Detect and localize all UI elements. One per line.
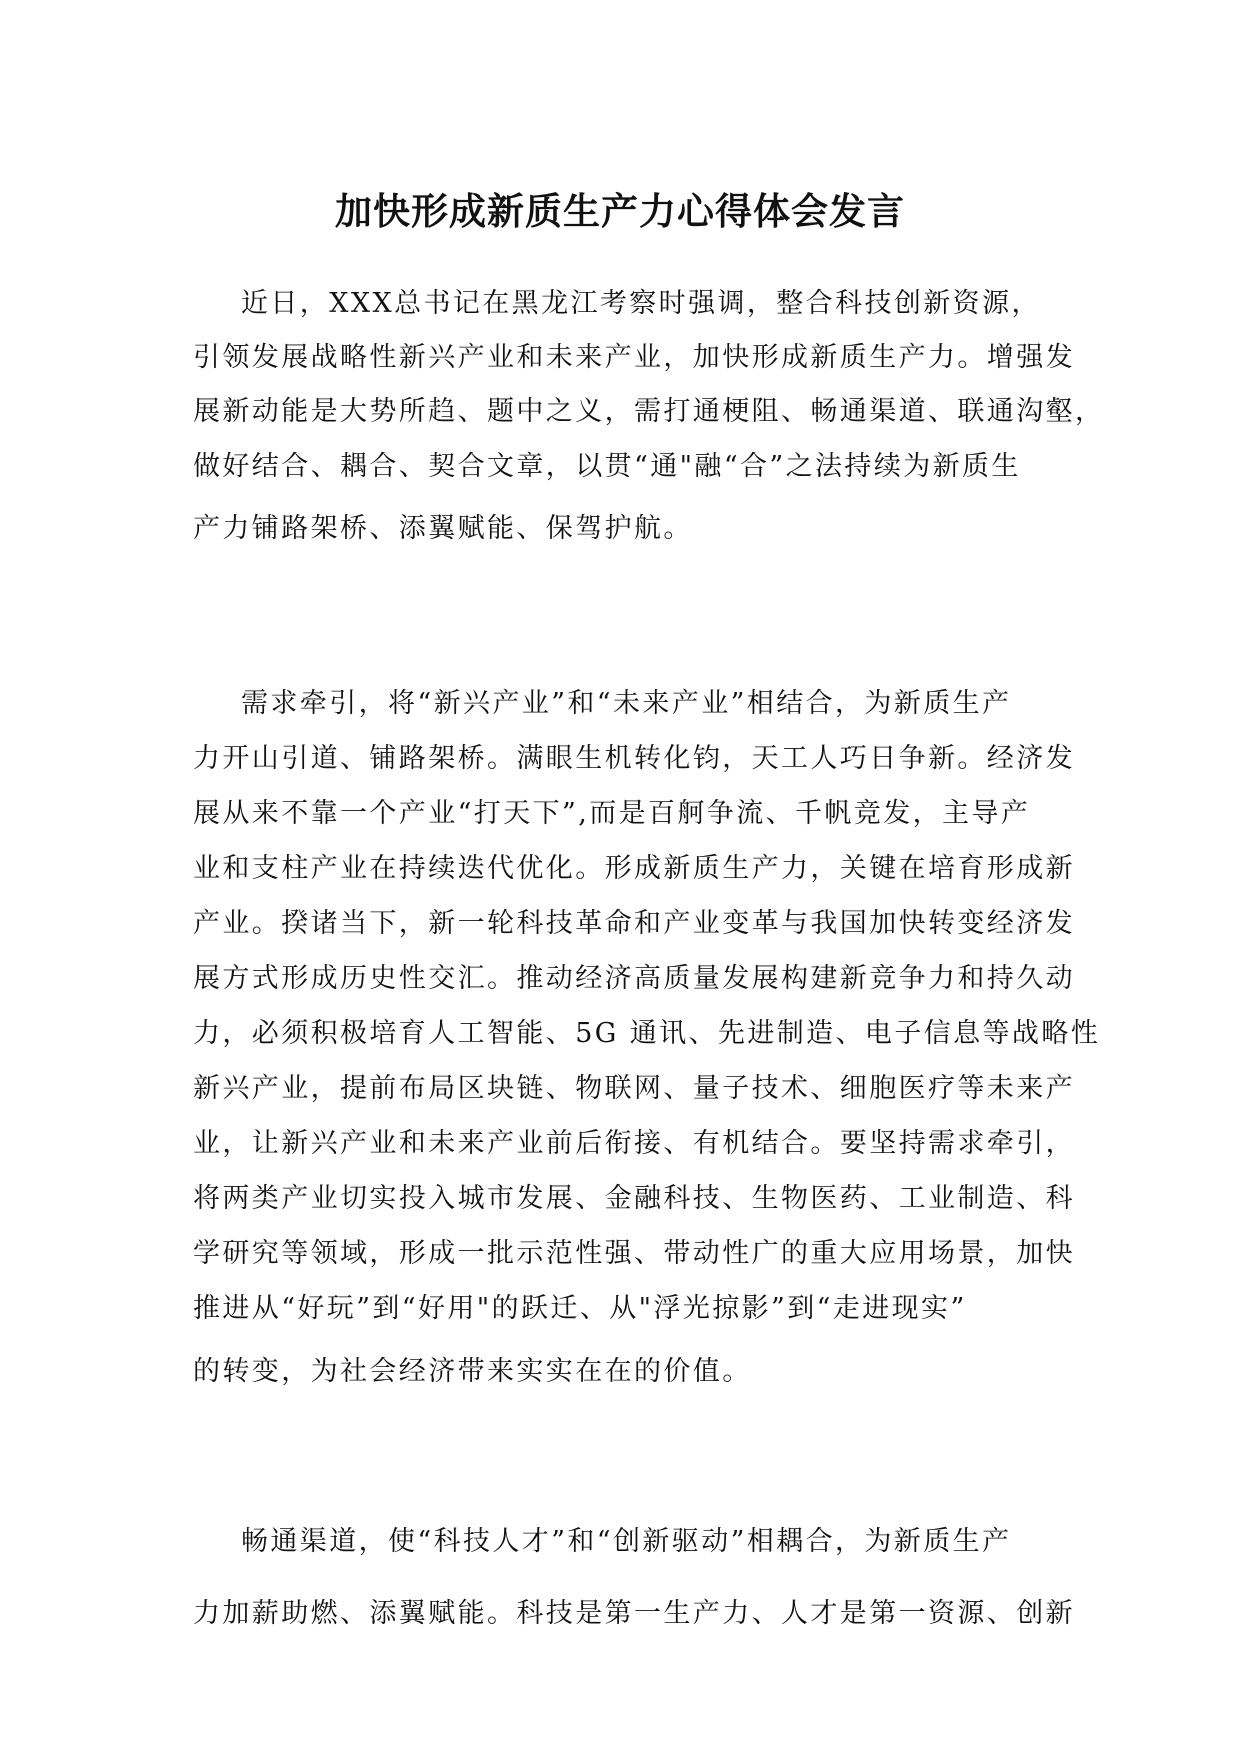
paragraph-line: 力开山引道、铺路架桥。满眼生机转化钧，天工人巧日争新。经济发 [193, 743, 1075, 774]
paragraph-line: 业和支柱产业在持续迭代优化。形成新质生产力，关键在培育形成新 [193, 853, 1075, 884]
paragraph-line: 需求牵引，将“新兴产业”和“未来产业”相结合，为新质生产 [241, 688, 1012, 719]
paragraph-line: 产业。揆诸当下，新一轮科技革命和产业变革与我国加快转变经济发 [193, 908, 1075, 939]
paragraph-line: 畅通渠道，使“科技人才”和“创新驱动”相耦合，为新质生产 [241, 1526, 1012, 1557]
paragraph-line: 力，必须积极培育人工智能、5G 通讯、先进制造、电子信息等战略性 [193, 1018, 1101, 1049]
paragraph-line: 产力铺路架桥、添翼赋能、保驾护航。 [193, 513, 693, 544]
paragraph-line: 的转变，为社会经济带来实实在在的价值。 [193, 1356, 752, 1387]
paragraph-line: 展新动能是大势所趋、题中之义，需打通梗阻、畅通渠道、联通沟壑， [193, 396, 1105, 427]
paragraph-line: 展方式形成历史性交汇。推动经济高质量发展构建新竞争力和持久动 [193, 963, 1075, 994]
paragraph-line: 新兴产业，提前布局区块链、物联网、量子技术、细胞医疗等未来产 [193, 1073, 1075, 1104]
document-title: 加快形成新质生产力心得体会发言 [335, 190, 905, 233]
paragraph-line: 展从来不靠一个产业“打天下”,而是百舸争流、千帆竞发，主导产 [193, 798, 1031, 829]
paragraph-line: 近日，XXX总书记在黑龙江考察时强调，整合科技创新资源， [241, 288, 1041, 319]
paragraph-line: 引领发展战略性新兴产业和未来产业，加快形成新质生产力。增强发 [193, 342, 1075, 373]
paragraph-line: 做好结合、耦合、契合文章，以贯“通"融“合”之法持续为新质生 [193, 451, 1021, 482]
paragraph-line: 业，让新兴产业和未来产业前后衔接、有机结合。要坚持需求牵引， [193, 1128, 1075, 1159]
paragraph-line: 将两类产业切实投入城市发展、金融科技、生物医药、工业制造、科 [193, 1183, 1075, 1214]
paragraph-line: 推进从“好玩”到“好用"的跃迁、从"浮光掠影”到“走进现实” [193, 1293, 967, 1324]
paragraph-line: 学研究等领域，形成一批示范性强、带动性广的重大应用场景，加快 [193, 1238, 1075, 1269]
paragraph-line: 力加薪助燃、添翼赋能。科技是第一生产力、人才是第一资源、创新 [193, 1598, 1075, 1629]
